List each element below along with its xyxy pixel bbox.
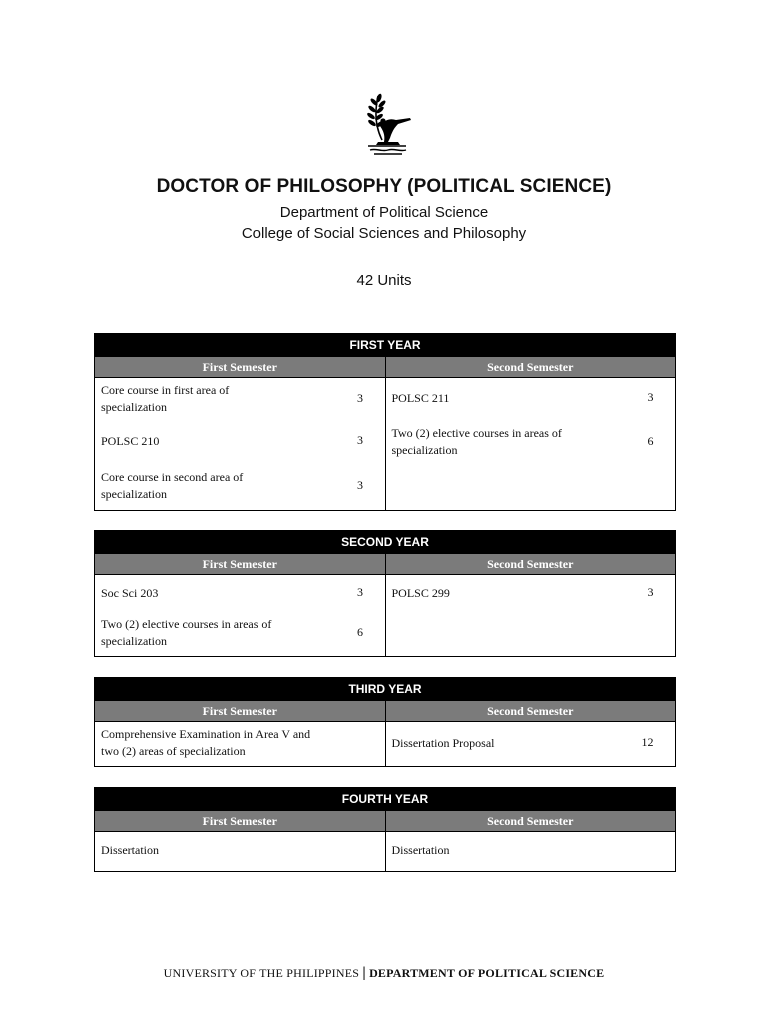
course-name: Dissertation Proposal (391, 736, 495, 750)
course-units: 6 (357, 625, 363, 639)
course-units: 3 (357, 585, 363, 599)
footer-university: UNIVERSITY OF THE PHILIPPINES (163, 966, 360, 980)
first-semester-courses (95, 575, 385, 656)
year-table-fourth (94, 787, 676, 872)
department-name: Department of Political Science (279, 204, 489, 221)
course-name: Dissertation (101, 843, 159, 857)
semester-heading-first: First Semester (95, 553, 385, 575)
total-units: 42 Units (356, 272, 412, 289)
semester-heading-second: Second Semester (385, 700, 676, 722)
course-name: POLSC 211 (391, 391, 450, 405)
footer-separator: | (362, 965, 366, 981)
course-name: Soc Sci 203 (101, 586, 159, 600)
semester-header-row (95, 700, 675, 722)
course-name: Two (2) elective courses in areas of specialization (101, 617, 272, 648)
course-units: 3 (357, 478, 363, 492)
year-heading: FIRST YEAR (95, 334, 675, 356)
course-name: Core course in first area of specialization (101, 383, 230, 414)
course-units: 3 (357, 433, 363, 447)
course-name: Comprehensive Examination in Area V and two (2) areas of specialization (101, 727, 311, 758)
year-heading: SECOND YEAR (95, 531, 675, 553)
second-semester-courses (385, 378, 676, 510)
semester-header-row (95, 356, 675, 378)
year-table-second (94, 530, 676, 657)
course-units: 3 (357, 391, 363, 405)
semester-heading-first: First Semester (95, 810, 385, 832)
second-semester-courses (385, 575, 676, 656)
course-name: POLSC 299 (391, 586, 450, 600)
course-name: Core course in second area of specialization (101, 470, 244, 501)
college-name: College of Social Sciences and Philosophy (241, 225, 527, 242)
course-units: 3 (647, 585, 654, 599)
first-semester-courses (95, 378, 385, 510)
first-semester-courses (95, 722, 385, 766)
course-name: POLSC 210 (101, 434, 160, 448)
course-units: 6 (647, 434, 654, 448)
year-table-third (94, 677, 676, 767)
semester-heading-second: Second Semester (385, 810, 676, 832)
second-semester-courses (385, 722, 676, 766)
course-name: Two (2) elective courses in areas of specialization (391, 426, 562, 457)
semester-heading-first: First Semester (95, 356, 385, 378)
page-footer (0, 965, 768, 982)
oblation-logo-icon (354, 88, 414, 156)
course-units: 3 (647, 390, 654, 404)
semester-heading-second: Second Semester (385, 356, 676, 378)
semester-header-row (95, 810, 675, 832)
second-semester-courses (385, 832, 676, 871)
program-title: DOCTOR OF PHILOSOPHY (POLITICAL SCIENCE) (156, 176, 612, 197)
course-name: Dissertation (391, 843, 450, 857)
course-units: 12 (641, 735, 654, 749)
first-semester-courses (95, 832, 385, 871)
semester-heading-second: Second Semester (385, 553, 676, 575)
year-table-first (94, 333, 676, 511)
semester-heading-first: First Semester (95, 700, 385, 722)
year-heading: FOURTH YEAR (95, 788, 675, 810)
footer-department: DEPARTMENT OF POLITICAL SCIENCE (369, 966, 605, 980)
semester-header-row (95, 553, 675, 575)
year-heading: THIRD YEAR (95, 678, 675, 700)
